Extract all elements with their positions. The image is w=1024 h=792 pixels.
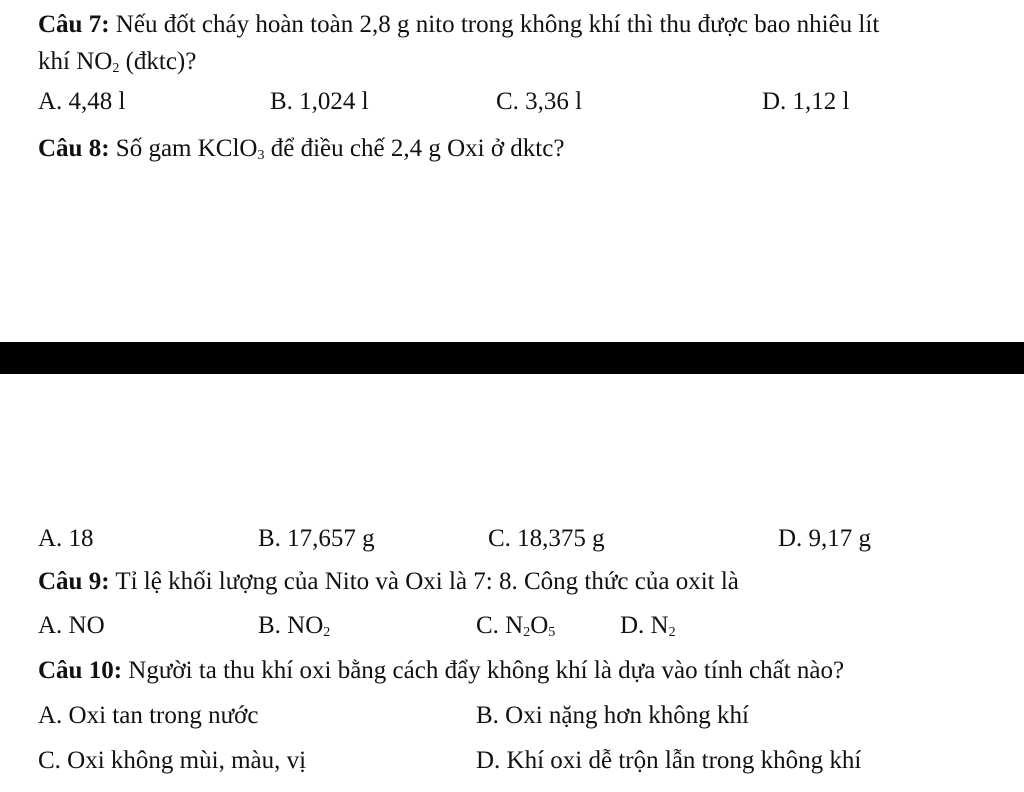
q7-option-c: C. 3,36 l <box>496 88 583 115</box>
q9-option-c-sub2: 5 <box>548 625 556 640</box>
q9-option-c-sub1: 2 <box>523 625 531 640</box>
q9-option-c <box>476 611 555 648</box>
q9-option-d-text: D. N <box>620 612 669 639</box>
q9-option-d <box>620 611 676 648</box>
q9-option-b <box>258 611 330 648</box>
redaction-bar <box>0 342 1024 374</box>
q7-option-a: A. 4,48 l <box>38 88 126 115</box>
q10-line <box>38 656 844 686</box>
q8-option-d: D. 9,17 g <box>778 525 872 552</box>
q8-option-a: A. 18 <box>38 525 94 552</box>
q7-text-line2-post: (đktc)? <box>119 48 197 75</box>
q9-option-d-sub: 2 <box>668 625 676 640</box>
q10-option-a: A. Oxi tan trong nước <box>38 702 259 729</box>
q10-option-c: C. Oxi không mùi, màu, vị <box>38 747 307 774</box>
q7-line2 <box>38 47 196 84</box>
q8-option-c: C. 18,375 g <box>488 525 605 552</box>
q8-text-post: để điều chế 2,4 g Oxi ở dktc? <box>264 135 565 162</box>
q7-option-b: B. 1,024 l <box>270 88 369 115</box>
q10-text: Người ta thu khí oxi bằng cách đẩy không khí là dựa vào tính chất nào? <box>122 657 845 684</box>
q9-option-b-sub: 2 <box>323 625 331 640</box>
q9-option-a: A. NO <box>38 612 105 639</box>
q7-option-d: D. 1,12 l <box>762 88 850 115</box>
q7-text-line2-pre: khí NO <box>38 48 113 75</box>
q8-text-pre: Số gam KClO <box>109 135 258 162</box>
q9-line <box>38 567 739 597</box>
q7-line1 <box>38 10 879 40</box>
q7-label: Câu 7: <box>38 11 110 38</box>
q10-label: Câu 10: <box>38 657 123 684</box>
q9-option-c-mid: O <box>530 612 549 639</box>
q7-text-line1: Nếu đốt cháy hoàn toàn 2,8 g nito trong không khí thì thu được bao nhiêu lít <box>109 11 880 38</box>
q8-option-b: B. 17,657 g <box>258 525 375 552</box>
q9-option-c-text: C. N <box>476 612 524 639</box>
q8-line <box>38 134 564 171</box>
q9-label: Câu 9: <box>38 568 110 595</box>
q10-option-d: D. Khí oxi dễ trộn lẫn trong không khí <box>476 747 862 774</box>
q9-text: Tỉ lệ khối lượng của Nito và Oxi là 7: 8. Công thức của oxit là <box>109 568 739 595</box>
q8-text-sub: 3 <box>257 148 265 163</box>
q10-option-b: B. Oxi nặng hơn không khí <box>476 702 749 729</box>
q9-option-b-text: B. NO <box>258 612 324 639</box>
q8-label: Câu 8: <box>38 135 110 162</box>
q7-text-line2-sub: 2 <box>112 61 120 76</box>
